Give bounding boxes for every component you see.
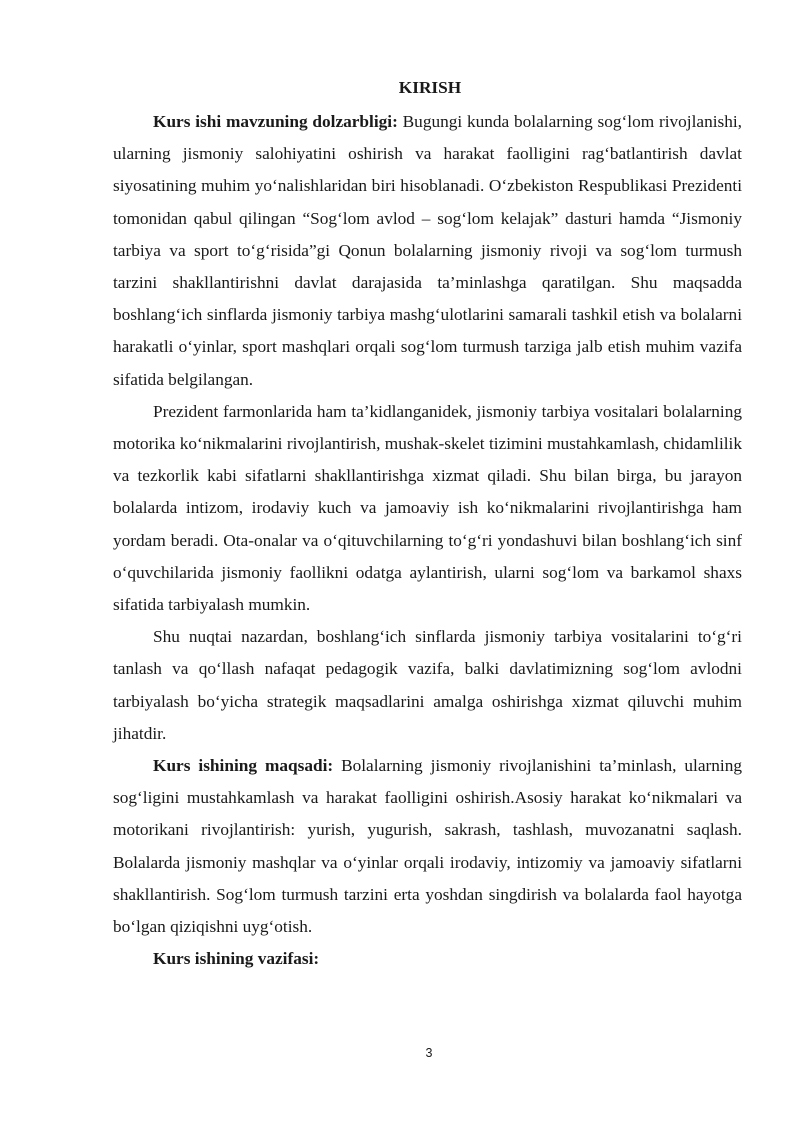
paragraph-viewpoint <box>113 621 742 750</box>
page-number: 3 <box>425 1046 433 1060</box>
paragraph-lead: Kurs ishining vazifasi: <box>153 949 320 969</box>
document-body <box>113 72 742 975</box>
paragraph-text: Bolalarning jismoniy rivojlanishini ta’minlash, ularning sog‘ligini mustahkamlash va harakat faolligini oshirish.Asosiy harakat ko‘nikmalari va motorikani rivojlantirish: yurish, yugurish, sakrash, tashlash, muvozanatni saqlash. Bolalarda jismoniy mashqlar va o‘yinlar orqali irodaviy, intizomiy va jamoaviy sifatlarni shakllantirish. Sog‘lom turmush tarzini erta yoshdan singdirish va bolalarda faol hayotga bo‘lgan qiziqishni uyg‘otish. <box>113 756 743 937</box>
paragraph-text: Bugungi kunda bolalarning sog‘lom rivojlanishi, ularning jismoniy salohiyatini oshirish va harakat faolligini rag‘batlantirish davlat siyosatining muhim yo‘nalishlaridan biri hisoblanadi. O‘zbekiston Respublikasi Prezidenti tomonidan qabul qilingan “Sog‘lom avlod – sog‘lom kelajak” dasturi hamda “Jismoniy tarbiya va sport to‘g‘risida”gi Qonun bolalarning jismoniy rivoji va sog‘lom turmush tarzini shakllantirishni davlat darajasida ta’minlashga qaratilgan. Shu maqsadda boshlang‘ich sinflarda jismoniy tarbiya mashg‘ulotlarini samarali tashkil etish va bolalarni harakatli o‘yinlar, sport mashqlari orqali sog‘lom turmush tarziga jalb etish muhim vazifa sifatida belgilangan. <box>113 112 742 389</box>
paragraph-lead: Kurs ishining maqsadi: <box>153 756 334 776</box>
paragraph-lead: Kurs ishi mavzuning dolzarbligi: <box>153 112 398 131</box>
paragraph-relevance <box>113 106 742 396</box>
paragraph-decrees <box>113 396 742 621</box>
paragraph-goal <box>113 750 742 943</box>
paragraph-tasks <box>113 943 742 975</box>
paragraph-text: Shu nuqtai nazardan, boshlang‘ich sinflarda jismoniy tarbiya vositalarini to‘g‘ri tanlash va qo‘llash nafaqat pedagogik vazifa, balki davlatimizning sog‘lom avlodni tarbiyalash bo‘yicha strategik maqsadlarini amalga oshirishga xizmat qiluvchi muhim jihatdir. <box>113 627 742 743</box>
paragraph-text: Prezident farmonlarida ham ta’kidlanganidek, jismoniy tarbiya vositalari bolalarning motorika ko‘nikmalarini rivojlantirish, mushak-skelet tizimini mustahkamlash, chidamlilik va tezkorlik kabi sifatlarni shakllantirishga xizmat qiladi. Shu bilan birga, bu jarayon bolalarda intizom, irodaviy kuch va jamoaviy ish ko‘nikmalarini rivojlantirishga ham yordam beradi. Ota-onalar va o‘qituvchilarning to‘g‘ri yondashuvi bilan boshlang‘ich sinf o‘quvchilarida jismoniy faollikni odatga aylantirish, ularni sog‘lom va barkamol shaxs sifatida tarbiyalash mumkin. <box>113 401 742 615</box>
section-heading: KIRISH <box>398 78 462 97</box>
